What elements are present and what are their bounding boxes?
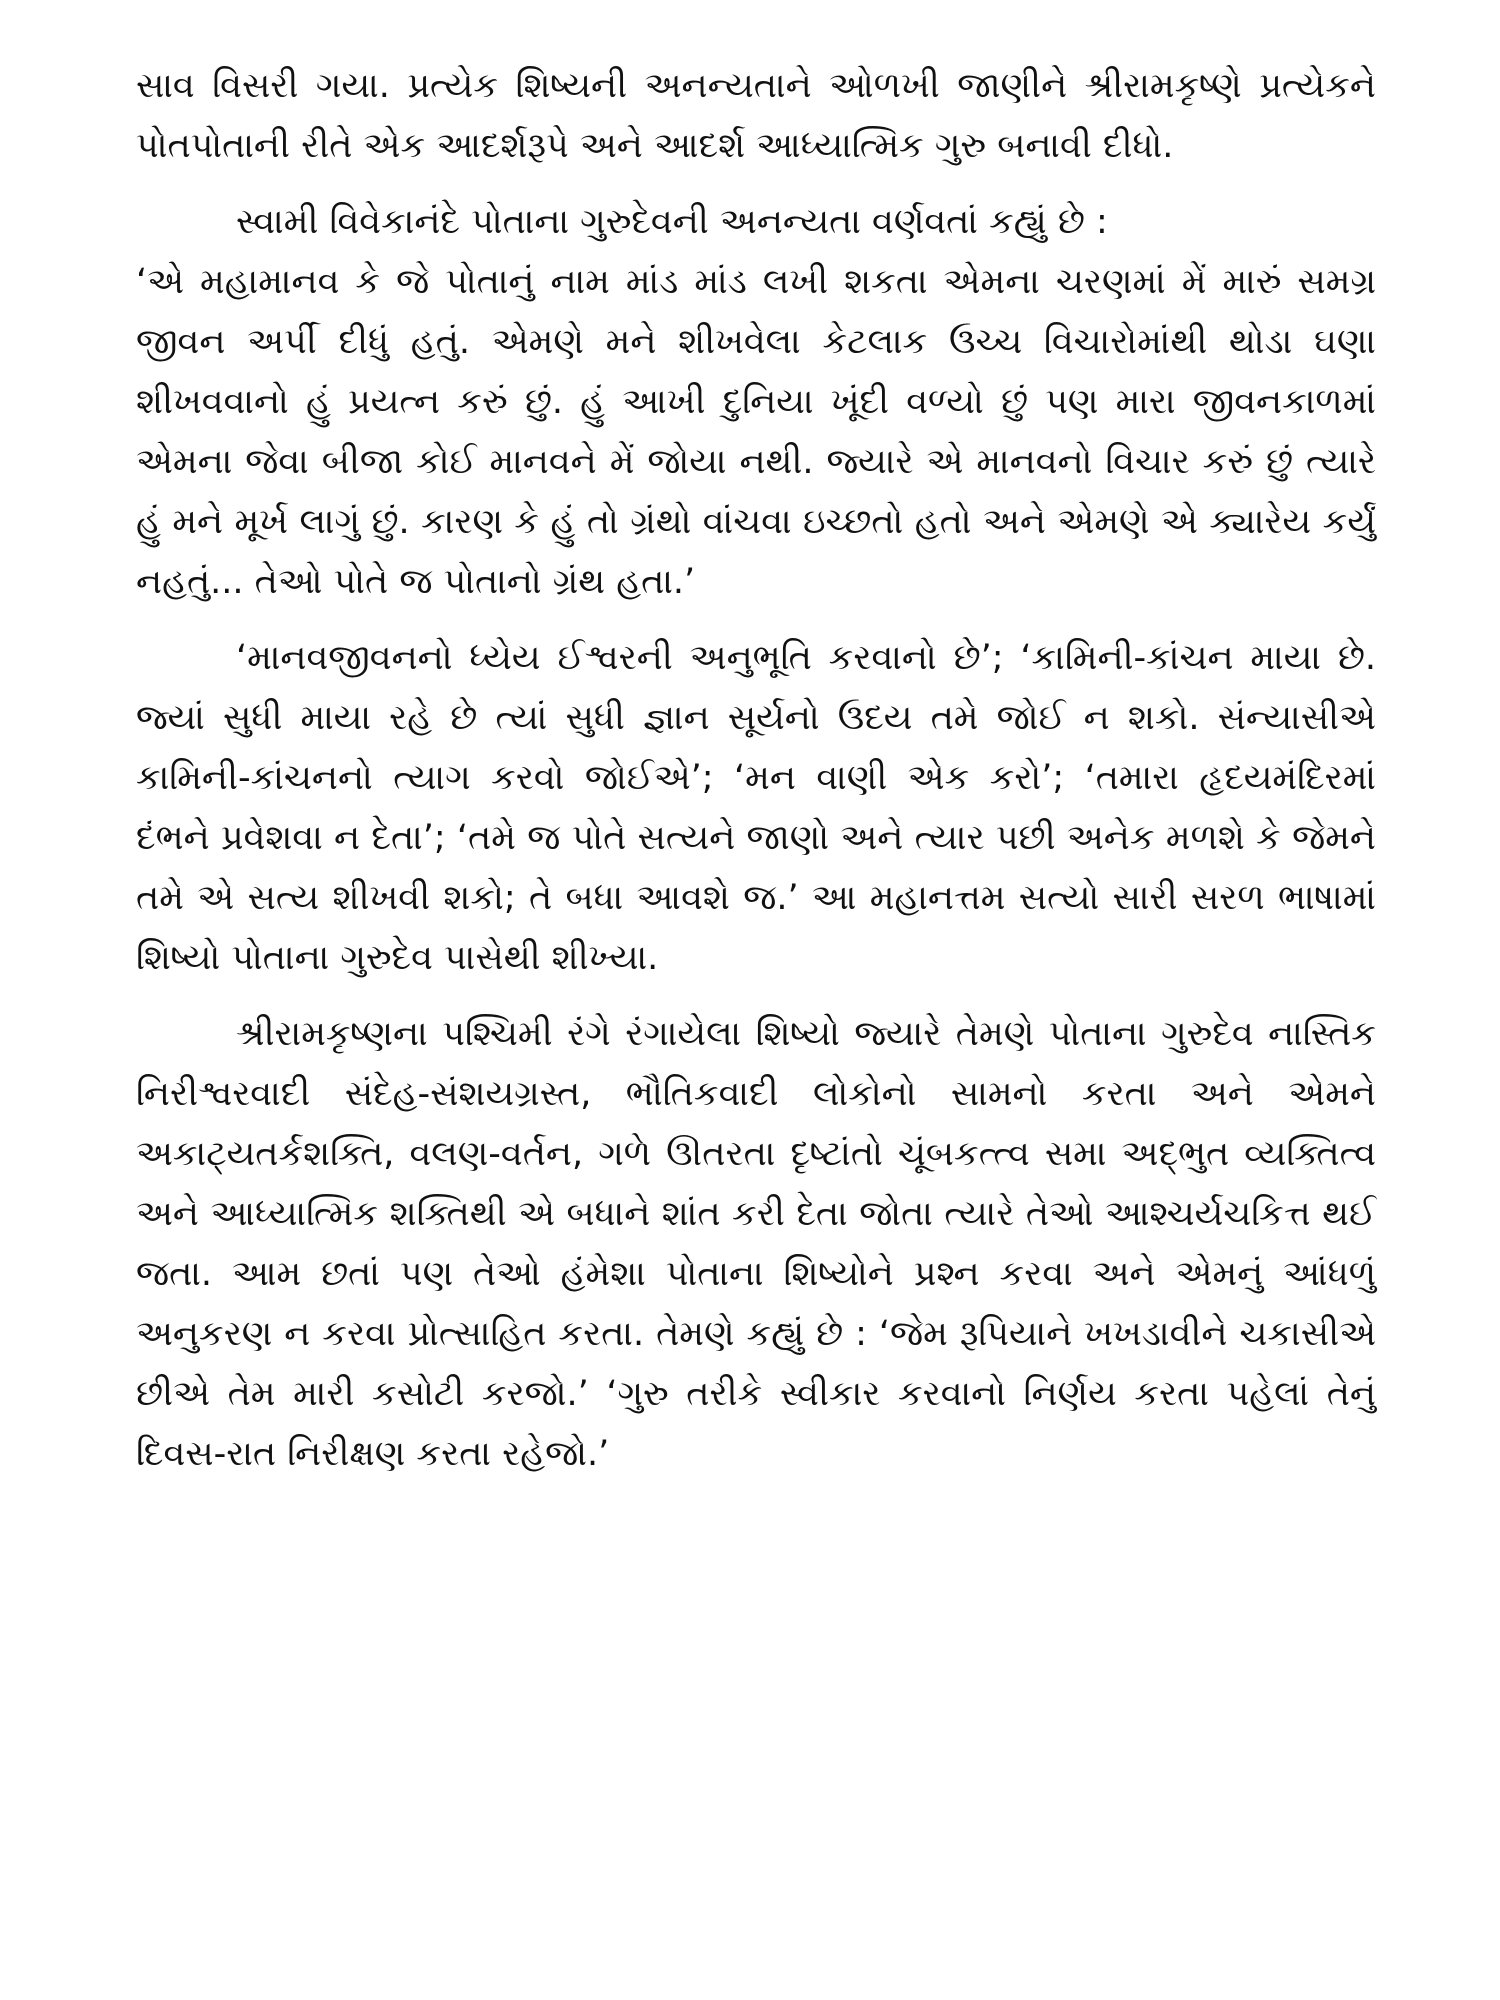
paragraph-teachings: ‘માનવજીવનનો ધ્યેય ઈશ્વરની અનુભૂતિ કરવાનો છે’; ‘કામિની-કાંચન માયા છે. જ્યાં સુધી માયા રહે છે ત્યાં સુધી જ્ઞાન સૂર્યનો ઉદય તમે જોઈ ન શકો. સંન્યાસીએ કામિની-કાંચનનો ત્યાગ કરવો જોઈએ’; ‘મન વાણી એક કરો’; ‘તમારા હૃદયમંદિરમાં દંભને પ્રવેશવા ન દેતા’; ‘તમે જ પોતે સત્યને જાણો અને ત્યાર પછી અનેક મળશે કે જેમને તમે એ સત્ય શીખવી શકો; તે બધા આવશે જ.’ આ મહાનત્તમ સત્યો સારી સરળ ભાષામાં શિષ્યો પોતાના ગુરુદેવ પાસેથી શીખ્યા. [136, 638, 1376, 978]
paragraph-disciples: શ્રીરામકૃષ્ણના પશ્ચિમી રંગે રંગાયેલા શિષ્યો જ્યારે તેમણે પોતાના ગુરુદેવ નાસ્તિક નિરીશ્વરવાદી સંદેહ-સંશયગ્રસ્ત, ભૌતિકવાદી લોકોનો સામનો કરતા અને એમને અકાટ્યતર્કશક્તિ, વલણ-વર્તન, ગળે ઊતરતા દૃષ્ટાંતો ચૂંબકત્ત્વ સમા અદ્ભુત વ્યક્તિત્વ અને આધ્યાત્મિક શક્તિથી એ બધાને શાંત કરી દેતા જોતા ત્યારે તેઓ આશ્ચર્યચકિત્ત થઈ જતા. આમ છતાં પણ તેઓ હંમેશા પોતાના શિષ્યોને પ્રશ્ન કરવા અને એમનું આંધળું અનુકરણ ન કરવા પ્રોત્સાહિત કરતા. તેમણે કહ્યું છે : ‘જેમ રૂપિયાને ખખડાવીને ચકાસીએ છીએ તેમ મારી કસોટી કરજો.’ ‘ગુરુ તરીકે સ્વીકાર કરવાનો નિર્ણય કરતા પહેલાં તેનું દિવસ-રાત નિરીક્ષણ કરતા રહેજો.’ [136, 1014, 1376, 1474]
paragraph-continuation: સાવ વિસરી ગયા. પ્રત્યેક શિષ્યની અનન્યતાને ઓળખી જાણીને શ્રીરામકૃષ્ણે પ્રત્યેકને પોતપોતાની રીતે એક આદર્શરૂપે અને આદર્શ આધ્યાત્મિક ગુરુ બનાવી દીધો. [136, 66, 1376, 166]
page-text [136, 56, 1376, 1484]
paragraph-vivekananda-intro: સ્વામી વિવેકાનંદે પોતાના ગુરુદેવની અનન્યતા વર્ણવતાં કહ્યું છે : [236, 202, 1108, 242]
paragraph-vivekananda-quote: ‘એ મહામાનવ કે જે પોતાનું નામ માંડ માંડ લખી શકતા એમના ચરણમાં મેં મારું સમગ્ર જીવન અર્પી દીધું હતું. એમણે મને શીખવેલા કેટલાક ઉચ્ચ વિચારોમાંથી થોડા ઘણા શીખવવાનો હું પ્રયત્ન કરું છું. હું આખી દુનિયા ખૂંદી વળ્યો છું પણ મારા જીવનકાળમાં એમના જેવા બીજા કોઈ માનવને મેં જોયા નથી. જ્યારે એ માનવનો વિચાર કરું છું ત્યારે હું મને મૂર્ખ લાગું છું. કારણ કે હું તો ગ્રંથો વાંચવા ઇચ્છતો હતો અને એમણે એ ક્યારેય કર્યું નહતું... તેઓ પોતે જ પોતાનો ગ્રંથ હતા.’ [136, 262, 1376, 602]
